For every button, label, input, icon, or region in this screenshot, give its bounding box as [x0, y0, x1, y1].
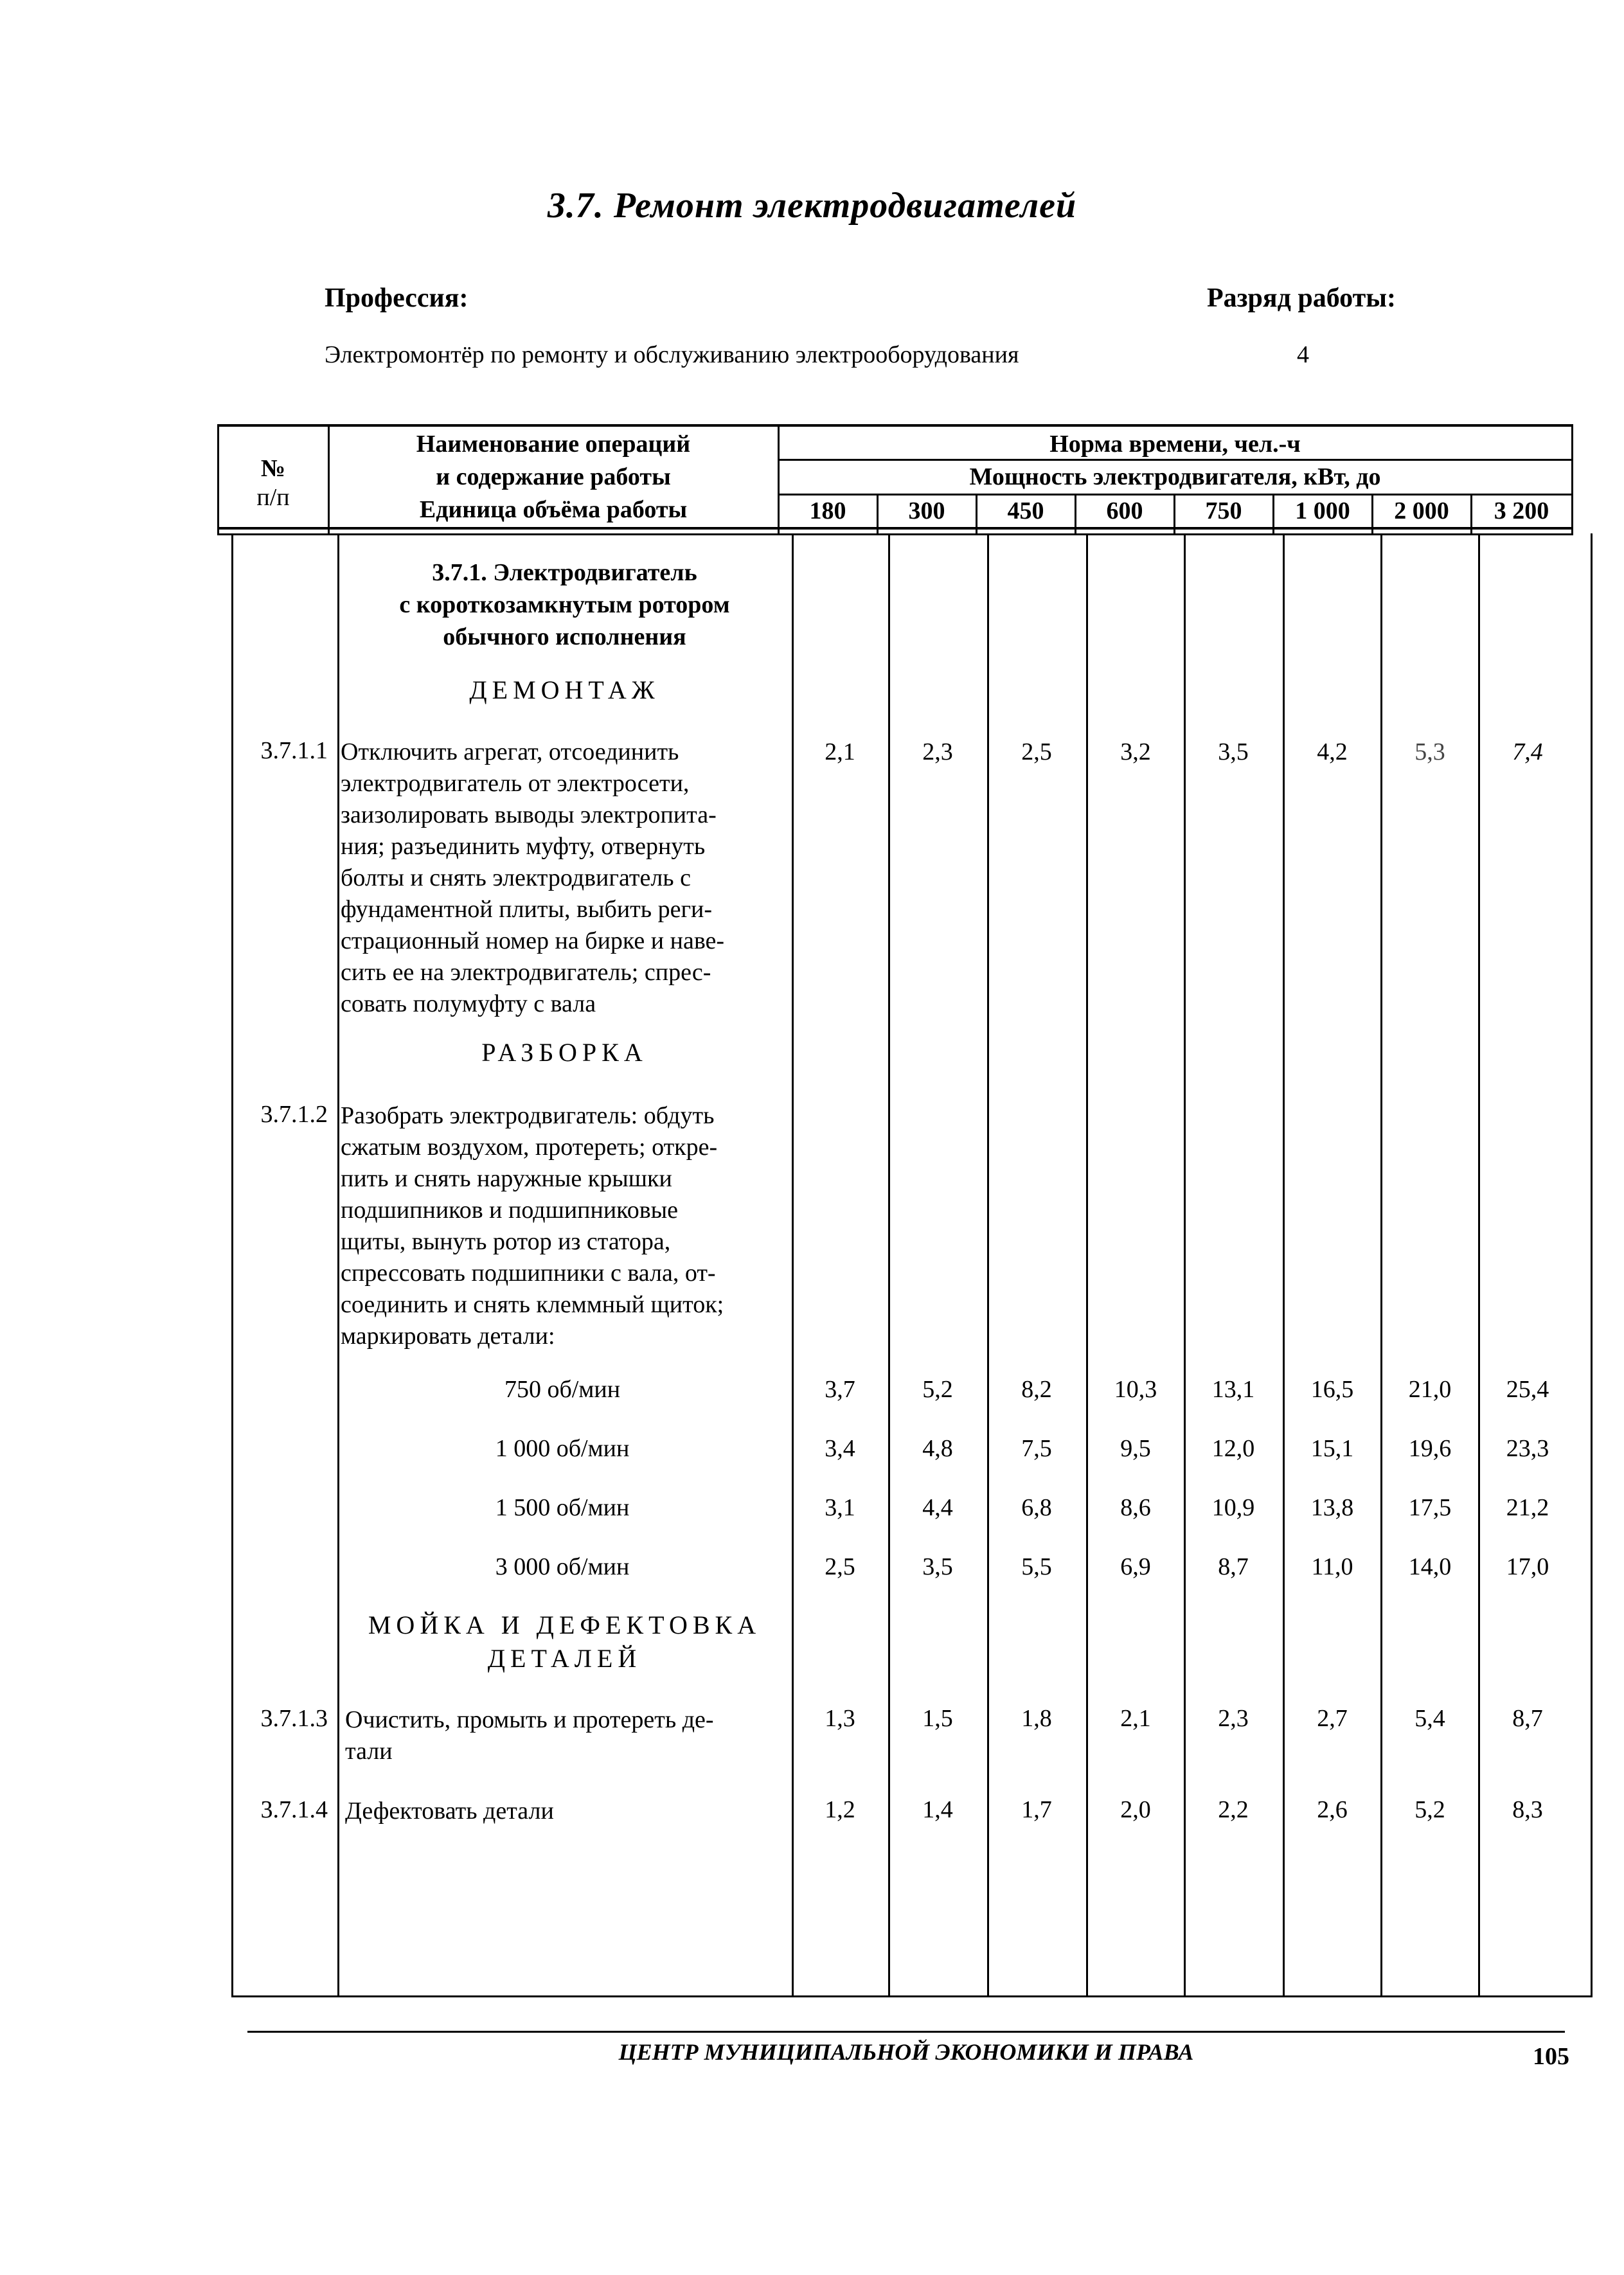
- value-cell: 13,1: [1211, 1376, 1255, 1403]
- value-cell: 10,9: [1211, 1494, 1255, 1521]
- speed-label: 1 500 об/мин: [495, 1494, 630, 1521]
- value-cell: 7,5: [1021, 1435, 1052, 1462]
- value-cell: 2,2: [1218, 1796, 1249, 1823]
- value-cell: 7,4: [1512, 738, 1543, 765]
- header-col-1000: 1 000: [1295, 497, 1350, 524]
- value-cell: 1,5: [922, 1705, 953, 1732]
- value-cell: 4,8: [922, 1435, 953, 1462]
- header-num-1: №: [260, 455, 286, 482]
- value-cell: 17,0: [1506, 1553, 1549, 1580]
- row-text-line: электродвигатель от электросети,: [341, 770, 690, 797]
- value-cell: 1,8: [1021, 1705, 1052, 1732]
- row-text-line: Отключить агрегат, отсоединить: [341, 738, 679, 765]
- row-text-line: щиты, вынуть ротор из статора,: [341, 1228, 671, 1255]
- value-cell: 1,4: [922, 1796, 953, 1823]
- value-cell: 21,2: [1506, 1494, 1549, 1521]
- row-text-line: соединить и снять клеммный щиток;: [341, 1291, 724, 1318]
- value-cell: 5,2: [922, 1376, 953, 1403]
- section-washing-1: МОЙКА И ДЕФЕКТОВКА: [368, 1610, 762, 1639]
- value-cell: 3,4: [825, 1435, 855, 1462]
- table-bottom-border: [231, 1995, 1593, 1997]
- value-cell: 15,1: [1310, 1435, 1354, 1462]
- value-cell: 2,7: [1317, 1705, 1348, 1732]
- header-num-2: п/п: [256, 484, 290, 511]
- section-dismantling: ДЕМОНТАЖ: [469, 675, 660, 704]
- value-cell: 25,4: [1506, 1376, 1549, 1403]
- col-border-right-body: [1591, 533, 1593, 1997]
- value-cell: 2,0: [1120, 1796, 1151, 1823]
- grade-label: Разряд работы:: [1207, 283, 1396, 313]
- value-cell: 8,3: [1512, 1796, 1543, 1823]
- row-text-line: страционный номер на бирке и наве-: [341, 927, 725, 954]
- table-top-border: [217, 424, 1573, 427]
- header-norm: Норма времени, чел.-ч: [1049, 431, 1301, 458]
- value-cell: 5,5: [1021, 1553, 1052, 1580]
- value-cell: 1,3: [825, 1705, 855, 1732]
- row-text-line: пить и снять наружные крышки: [341, 1165, 672, 1192]
- value-cell: 8,7: [1218, 1553, 1249, 1580]
- row-text-line: Дефектовать детали: [345, 1798, 554, 1824]
- row-id-3-7-1-4: 3.7.1.4: [260, 1796, 328, 1823]
- header-name-1: Наименование операций: [416, 431, 691, 458]
- value-cell: 21,0: [1408, 1376, 1452, 1403]
- speed-label: 3 000 об/мин: [495, 1553, 630, 1580]
- row-text-line: маркировать детали:: [341, 1323, 555, 1350]
- row-text-line: заизолировать выводы электропита-: [341, 801, 717, 828]
- value-cell: 2,6: [1317, 1796, 1348, 1823]
- value-cell: 9,5: [1120, 1435, 1151, 1462]
- value-cell: 16,5: [1310, 1376, 1354, 1403]
- value-cell: 3,1: [825, 1494, 855, 1521]
- value-cell: 3,2: [1120, 738, 1151, 765]
- value-cell: 8,2: [1021, 1376, 1052, 1403]
- value-cell: 5,3: [1414, 738, 1445, 765]
- value-cell: 1,7: [1021, 1796, 1052, 1823]
- header-bottom-border: [217, 527, 1573, 530]
- value-cell: 6,8: [1021, 1494, 1052, 1521]
- section-disassembly: РАЗБОРКА: [481, 1038, 648, 1067]
- speed-label: 750 об/мин: [504, 1376, 621, 1403]
- value-cell: 3,7: [825, 1376, 855, 1403]
- value-cell: 12,0: [1211, 1435, 1255, 1462]
- value-cell: 10,3: [1114, 1376, 1157, 1403]
- value-cell: 4,2: [1317, 738, 1348, 765]
- row-text-line: Очистить, промыть и протереть де-: [345, 1706, 714, 1733]
- value-cell: 11,0: [1311, 1553, 1353, 1580]
- speed-label: 1 000 об/мин: [495, 1435, 630, 1462]
- value-cell: 4,4: [922, 1494, 953, 1521]
- row-text-line: фундаментной плиты, выбить реги-: [341, 896, 713, 923]
- header-col-2000: 2 000: [1394, 497, 1449, 524]
- value-cell: 2,1: [825, 738, 855, 765]
- subsection-title-1: 3.7.1. Электродвигатель: [432, 559, 697, 586]
- value-cell: 3,5: [1218, 738, 1249, 765]
- page-title: 3.7. Ремонт электродвигателей: [547, 186, 1077, 226]
- value-cell: 5,4: [1414, 1705, 1445, 1732]
- col-border-left-body: [231, 533, 233, 1997]
- grade-value: 4: [1297, 341, 1309, 368]
- header-col-180: 180: [809, 497, 846, 524]
- value-cell: 3,5: [922, 1553, 953, 1580]
- header-col-600: 600: [1106, 497, 1143, 524]
- profession-label: Профессия:: [325, 283, 468, 313]
- header-bottom-border-2: [217, 533, 1573, 535]
- row-text-line: сжатым воздухом, протереть; откре-: [341, 1134, 718, 1161]
- value-cell: 19,6: [1408, 1435, 1452, 1462]
- value-cell: 23,3: [1506, 1435, 1549, 1462]
- row-text-line: подшипников и подшипниковые: [341, 1197, 679, 1224]
- row-id-3-7-1-3: 3.7.1.3: [260, 1705, 328, 1732]
- header-name-3: Единица объёма работы: [419, 496, 688, 523]
- col-border-right: [1571, 424, 1573, 535]
- header-col-3200: 3 200: [1494, 497, 1549, 524]
- section-washing-2: ДЕТАЛЕЙ: [487, 1644, 642, 1673]
- footer-divider: [247, 2031, 1565, 2033]
- profession-value: Электромонтёр по ремонту и обслуживанию электрооборудования: [325, 341, 1019, 368]
- subsection-title-3: обычного исполнения: [443, 623, 686, 650]
- col-border-num-body: [337, 533, 339, 1997]
- row-text-line: сить ее на электродвигатель; спрес-: [341, 959, 711, 986]
- row-text-line: совать полумуфту с вала: [341, 990, 596, 1017]
- value-cell: 2,3: [1218, 1705, 1249, 1732]
- value-cell: 2,1: [1120, 1705, 1151, 1732]
- value-cell: 6,9: [1120, 1553, 1151, 1580]
- footer-publisher: ЦЕНТР МУНИЦИПАЛЬНОЙ ЭКОНОМИКИ И ПРАВА: [618, 2039, 1194, 2065]
- header-col-450: 450: [1007, 497, 1044, 524]
- row-text-line: спрессовать подшипники с вала, от-: [341, 1260, 716, 1287]
- header-col-300: 300: [908, 497, 945, 524]
- value-cell: 2,5: [825, 1553, 855, 1580]
- value-cell: 13,8: [1310, 1494, 1354, 1521]
- value-cell: 5,2: [1414, 1796, 1445, 1823]
- value-cell: 2,3: [922, 738, 953, 765]
- row-text-line: болты и снять электродвигатель с: [341, 864, 691, 891]
- row-text-line: ния; разъединить муфту, отвернуть: [341, 833, 706, 860]
- page-number: 105: [1533, 2043, 1569, 2070]
- value-cell: 2,5: [1021, 738, 1052, 765]
- row-id-3-7-1-1: 3.7.1.1: [260, 737, 328, 764]
- value-cell: 14,0: [1408, 1553, 1452, 1580]
- value-cell: 8,6: [1120, 1494, 1151, 1521]
- header-col-750: 750: [1205, 497, 1242, 524]
- value-cell: 8,7: [1512, 1705, 1543, 1732]
- header-power: Мощность электродвигателя, кВт, до: [969, 463, 1381, 490]
- value-cell: 1,2: [825, 1796, 855, 1823]
- row-text-line: тали: [345, 1738, 393, 1765]
- row-id-3-7-1-2: 3.7.1.2: [260, 1101, 328, 1128]
- value-cell: 17,5: [1408, 1494, 1452, 1521]
- subsection-title-2: с короткозамкнутым ротором: [399, 591, 730, 618]
- row-text-line: Разобрать электродвигатель: обдуть: [341, 1102, 715, 1129]
- header-name-2: и содержание работы: [436, 463, 671, 490]
